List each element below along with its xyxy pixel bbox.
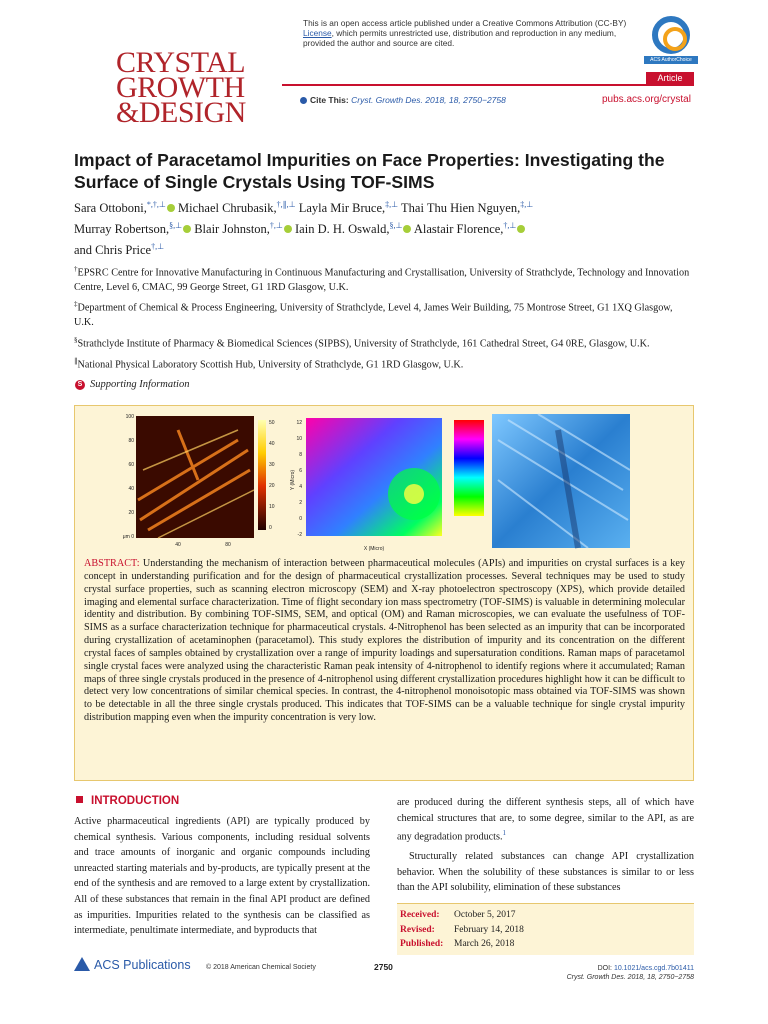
author-affiliation-marks: *,†,⊥ (146, 200, 166, 209)
toc-graphic (118, 410, 630, 552)
article-dates (397, 903, 694, 955)
affiliation (74, 354, 694, 373)
orcid-icon[interactable] (517, 225, 525, 233)
author-affiliation-marks: †,⊥ (269, 221, 283, 231)
logo-line-3: &DESIGN (116, 96, 246, 129)
journal-url-link[interactable]: pubs.acs.org/crystal (602, 94, 691, 105)
supporting-information-link[interactable]: S Supporting Information (90, 379, 189, 390)
date-row (400, 923, 691, 938)
author-name[interactable]: Blair Johnston, (194, 222, 270, 237)
affiliation-text: National Physical Laboratory Scottish Hub, University of Strathclyde, G1 1RD Glasgow, U.K. (77, 359, 464, 371)
author-name[interactable]: Iain D. H. Oswald, (295, 222, 390, 237)
left-y-tick: 40 (128, 486, 134, 492)
colorbar-tick: 30 (269, 462, 275, 468)
raman-y-tick: 6 (299, 468, 302, 474)
affiliation (74, 262, 694, 295)
supporting-info-icon: S (75, 380, 85, 390)
date-label: Revised: (400, 924, 435, 935)
affiliation (74, 297, 694, 330)
left-y-tick: 100 (125, 414, 134, 420)
colorbar-tick: 20 (269, 483, 275, 489)
raman-y-tick: 10 (296, 436, 302, 442)
open-access-notice: This is an open access article published under a Creative Commons Attribution (CC-BY) License, which permits unrestricted use, distribution and reproduction in any medium, provided the author and source are cited. (303, 18, 627, 48)
left-x-tick: 80 (225, 542, 231, 548)
left-x-tick: 40 (175, 542, 181, 548)
article-type-tab: Article (646, 72, 694, 85)
journal-logo (116, 46, 276, 129)
orcid-icon[interactable] (183, 225, 191, 233)
author-name[interactable]: Sara Ottoboni, (74, 201, 147, 216)
copyright: © 2018 American Chemical Society (206, 964, 316, 971)
logo-line-1: CRYSTAL (116, 46, 246, 79)
author-name[interactable]: Murray Robertson, (74, 222, 170, 237)
intro-right-column: are produced during the different synthesis steps, all of which have chemical structures that are, to some degree, similar to the API, as are any degradation products.$^1$ Structurally related substances can change API crystallization behavior. When the solubility of these substances is similar to or less than the API solubility, elimination of these substances (397, 797, 694, 894)
raman-y-tick: 4 (299, 484, 302, 490)
authorchoice-badge-icon (652, 16, 690, 54)
colorbar-tick: 10 (269, 504, 275, 510)
colorbar-tick: 0 (269, 525, 272, 531)
date-label: Published: (400, 939, 444, 949)
cite-this[interactable]: Cite This: Cryst. Growth Des. 2018, 18, 2750−2758 (300, 95, 506, 105)
abstract: ABSTRACT: Understanding the mechanism of interaction between pharmaceutical molecules (APIs) and impurities on crystal surfaces is a key concept in understanding purification and for the design of pharmaceutical crystallization processes. Several techniques may be used to study crystal surface properties, such as scanning electron microscopy (SEM) and X-ray photoelectron spectroscopy (XPS), which provide detailed imaging and elemental surface characterization. Time of flight secondary ion mass spectrometry (TOF-SIMS) is valuable in determining molecular identity and distribution. By combining TOF-SIMS, SEM, and optical (OM) and Raman microscopies, we can evaluate the usefulness of TOF-SIMS as a surface characterization technique for pharmaceutical crystals. 4-Nitrophenol has been selected as an impurity that can be incorporated during crystallization of acetaminophen (paracetamol). This study explores the distribution of impurity and its concentration on the different crystal faces of samples obtained by crystallization over a range of impurity loadings and supersaturation conditions. Raman maps of paracetamol single crystal faces were analyzed using the characteristic Raman peak intensity of 4-nitrophenol to identify regions where it accumulated; Raman maps of three single crystals produced in the presence of 4-nitrophenol using different crystallization procedures highlight how it can be difficult to detect very low concentrations of similar chemical species. In contrast, the 4-nitrophenol monoisotopic mass obtained via TOF-SIMS was shown to be detectable in all the three single crystals produced. This indicates that TOF-SIMS can be a valuable technique for single crystal impurity distribution mapping even when the impurity concentration is very low. (84, 558, 686, 724)
doi-link[interactable]: 10.1021/acs.cgd.7b01411 (613, 965, 694, 972)
section-square-icon (76, 796, 83, 803)
cite-icon (300, 97, 307, 104)
author-name[interactable]: Michael Chrubasik, (178, 201, 277, 216)
raman-x-label: X (Micro) (363, 546, 385, 552)
reference-link[interactable]: 1 (502, 829, 507, 838)
date-value: October 5, 2017 (454, 910, 516, 920)
author-list (74, 196, 694, 259)
affiliation-text: EPSRC Centre for Innovative Manufacturing in Continuous Manufacturing and Crystallisation, University of Strathclyde, Technology and Innovation Centre, Level 6, CMAC, 99 George Street, G1 1RD Glasgow, U.K. (74, 267, 690, 293)
author-affiliation-marks: §,⊥ (169, 221, 183, 231)
article-title: Impact of Paracetamol Impurities on Face Properties: Investigating the Surface of Single Crystals Using TOF-SIMS (74, 150, 665, 192)
author-name[interactable]: Layla Mir Bruce, (298, 201, 386, 216)
orcid-icon[interactable] (403, 225, 411, 233)
authorchoice-label: ACS AuthorChoice (644, 56, 698, 64)
hot-colorbar (258, 420, 266, 530)
date-value: February 14, 2018 (454, 924, 524, 935)
left-y-tick: 20 (128, 510, 134, 516)
author-affiliation-marks: †,∥,⊥ (276, 200, 296, 209)
logo-line-2: GROWTH (116, 71, 245, 104)
date-value: March 26, 2018 (454, 939, 515, 949)
author-name[interactable]: Alastair Florence, (413, 222, 504, 237)
affiliation-symbol: ∥ (74, 356, 78, 365)
affiliation-symbol: † (74, 265, 78, 273)
page-number: 2750 (374, 962, 393, 972)
colorbar-tick: 40 (269, 441, 275, 447)
author-affiliation-marks: †,⊥ (151, 242, 165, 252)
affiliations (74, 262, 694, 375)
abstract-label: ABSTRACT: (84, 558, 140, 569)
license-link[interactable]: License (303, 28, 332, 38)
author-affiliation-marks: ‡,⊥ (385, 200, 399, 209)
date-row (400, 908, 691, 923)
left-y-tick: 80 (128, 438, 134, 444)
acs-triangle-icon (74, 957, 90, 971)
author-affiliation-marks: †,⊥ (503, 221, 517, 231)
orcid-icon[interactable] (284, 225, 292, 233)
author-name[interactable]: and Chris Price (74, 243, 152, 258)
date-row (400, 937, 691, 952)
raman-y-label: Y (Micro) (290, 469, 296, 491)
doi-block: DOI: 10.1021/acs.cgd.7b01411 Cryst. Growth Des. 2018, 18, 2750−2758 (566, 965, 694, 981)
raman-y-tick: 12 (296, 420, 302, 426)
raman-y-tick: 0 (299, 516, 302, 522)
affiliation-symbol: § (74, 335, 78, 344)
affiliation (74, 333, 694, 352)
header-rule (282, 84, 694, 86)
rainbow-colorbar (454, 420, 484, 516)
left-y-tick: μm 0 (122, 534, 134, 540)
raman-y-tick: 2 (299, 500, 302, 506)
intro-left-column: Active pharmaceutical ingredients (API) are typically produced by chemical synthesis. Various components, including residual solvents and trace amounts of inorganic and organic compounds including unreacted starting materials and by-products, are typically present at the end of the synthesis and are removed to a large extent by crystallization. All of these substances that remain in the final API product are defined as impurities. Impurities related to the synthesis can be classified as intermediate, penultimate intermediate, and byproducts that (74, 816, 370, 937)
affiliation-text: Strathclyde Institute of Pharmacy & Biomedical Sciences (SIPBS), University of Strathclyde, 161 Cathedral Street, G4 0RE, Glasgow, U.K. (77, 338, 650, 350)
affiliation-symbol: ‡ (74, 300, 78, 309)
orcid-icon[interactable] (167, 204, 175, 212)
author-affiliation-marks: §,⊥ (389, 221, 403, 231)
author-name[interactable]: Thai Thu Hien Nguyen, (401, 201, 521, 216)
acs-publications-logo: ACS Publications (74, 957, 191, 972)
raman-y-tick: 8 (299, 452, 302, 458)
author-affiliation-marks: ‡,⊥ (520, 200, 534, 209)
affiliation-text: Department of Chemical & Process Engineering, University of Strathclyde, Level 4, James Weir Building, 75 Montrose Street, G1 1XQ Glasgow, U.K. (74, 302, 673, 329)
colorbar-tick: 50 (269, 420, 275, 426)
date-label: Received: (400, 910, 440, 920)
section-heading-introduction: INTRODUCTION (76, 795, 179, 807)
raman-y-tick: -2 (297, 532, 302, 538)
left-y-tick: 60 (128, 462, 134, 468)
